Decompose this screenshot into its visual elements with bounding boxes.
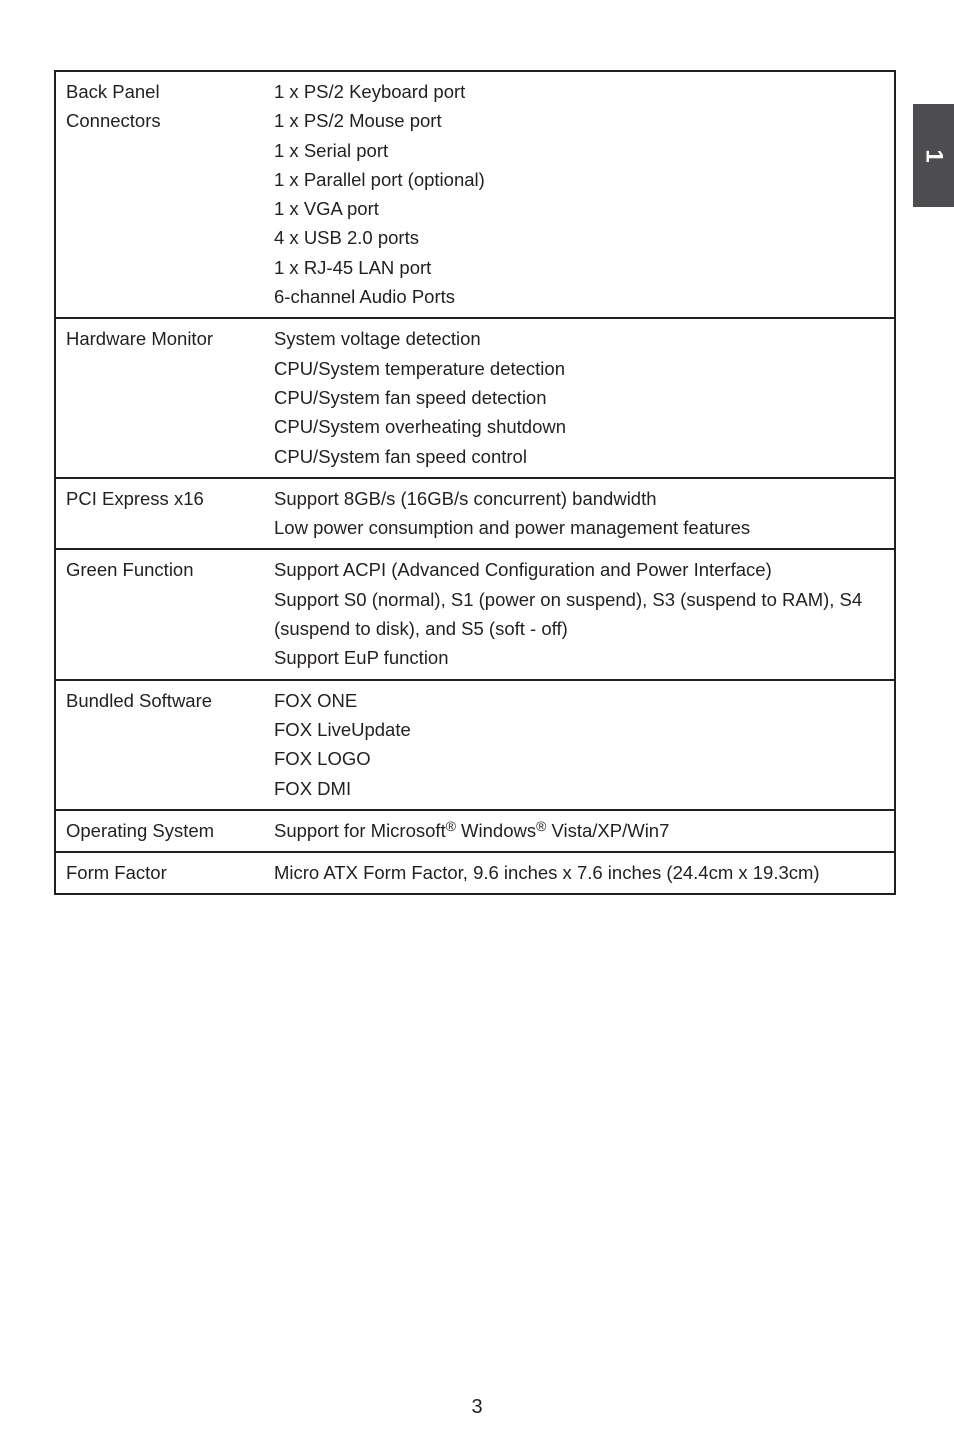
spec-value: CPU/System temperature detection bbox=[274, 357, 565, 379]
spec-values bbox=[274, 318, 895, 477]
spec-value: Support EuP function bbox=[274, 647, 449, 669]
spec-value: FOX LiveUpdate bbox=[274, 718, 411, 740]
spec-value: Support for Microsoft® Windows® Vista/XP/Win7 bbox=[274, 817, 670, 841]
spec-value: 6-channel Audio Ports bbox=[274, 286, 456, 308]
spec-row-bundled-software bbox=[55, 680, 895, 810]
spec-label: Bundled Software bbox=[55, 680, 274, 810]
spec-value: 4 x USB 2.0 ports bbox=[274, 227, 419, 249]
spec-value: 1 x Serial port bbox=[274, 139, 389, 161]
spec-value: FOX DMI bbox=[274, 777, 352, 799]
spec-row-pci-express bbox=[55, 478, 895, 550]
spec-value: Support 8GB/s (16GB/s concurrent) bandwidth bbox=[274, 487, 657, 509]
spec-value: System voltage detection bbox=[274, 328, 481, 350]
chapter-tab bbox=[913, 104, 954, 207]
spec-values bbox=[274, 810, 895, 852]
spec-value: 1 x RJ-45 LAN port bbox=[274, 256, 432, 278]
spec-value: FOX LOGO bbox=[274, 748, 371, 770]
spec-row-back-panel bbox=[55, 71, 895, 318]
spec-values bbox=[274, 852, 895, 894]
spec-label: Green Function bbox=[55, 549, 274, 679]
spec-row-green-function bbox=[55, 549, 895, 679]
spec-label: Back Panel Connectors bbox=[66, 81, 161, 132]
registered-mark: ® bbox=[445, 817, 456, 834]
spec-value: 1 x VGA port bbox=[274, 198, 379, 220]
spec-value: FOX ONE bbox=[274, 689, 358, 711]
spec-value: 1 x Parallel port (optional) bbox=[274, 168, 485, 190]
spec-row-hardware-monitor bbox=[55, 318, 895, 477]
spec-label: Form Factor bbox=[55, 852, 274, 894]
spec-value: CPU/System fan speed detection bbox=[274, 386, 547, 408]
specification-table bbox=[54, 70, 896, 895]
spec-label: Hardware Monitor bbox=[55, 318, 274, 477]
spec-row-operating-system bbox=[55, 810, 895, 852]
spec-value: 1 x PS/2 Keyboard port bbox=[274, 81, 466, 102]
page-number: 3 bbox=[471, 1396, 483, 1418]
spec-value: CPU/System overheating shutdown bbox=[274, 416, 567, 438]
spec-values bbox=[274, 478, 895, 550]
spec-row-form-factor bbox=[55, 852, 895, 894]
spec-value: Micro ATX Form Factor, 9.6 inches x 7.6 inches (24.4cm x 19.3cm) bbox=[274, 862, 820, 884]
spec-values bbox=[274, 549, 895, 679]
spec-values bbox=[274, 71, 895, 318]
spec-value: CPU/System fan speed control bbox=[274, 445, 527, 467]
spec-value: 1 x PS/2 Mouse port bbox=[274, 110, 442, 132]
registered-mark: ® bbox=[536, 817, 547, 834]
spec-label: Operating System bbox=[55, 810, 274, 852]
spec-values bbox=[274, 680, 895, 810]
spec-label: PCI Express x16 bbox=[55, 478, 274, 550]
spec-value: Support ACPI (Advanced Configuration and Power Interface) bbox=[274, 559, 772, 581]
spec-value: Support S0 (normal), S1 (power on suspend), S3 (suspend to RAM), S4 (suspend to disk), and S5 (soft - off) bbox=[274, 588, 863, 640]
chapter-tab-number: 1 bbox=[920, 148, 948, 163]
spec-value: Low power consumption and power management features bbox=[274, 517, 751, 539]
